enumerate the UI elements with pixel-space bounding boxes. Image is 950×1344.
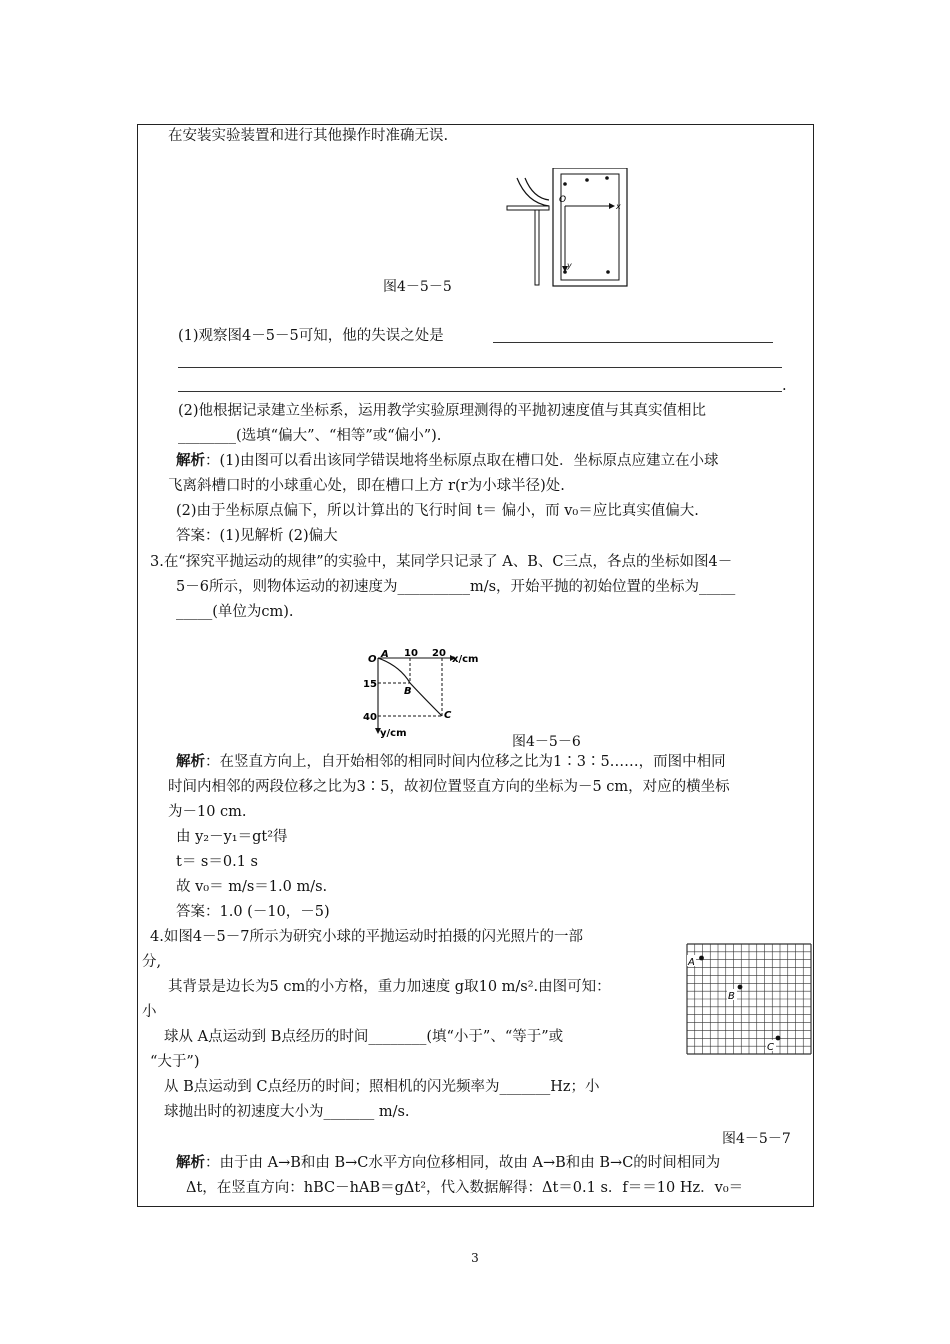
point-c-label: C [767,1042,774,1053]
figure-4-5-6 [360,646,490,738]
y-tick-15: 15 [363,679,377,690]
q1-line: (1)观察图4－5－5可知，他的失误之处是 [178,328,444,344]
solution-3-line6: 故 v₀＝ m/s＝1.0 m/s. [176,879,328,895]
solution-3-line3: 为－10 cm. [168,804,247,820]
point-a-label: A [381,649,389,660]
y-axis-label: y/cm [380,728,407,738]
solution-3-line1: 解析：在竖直方向上，自开始相邻的相同时间内位移之比为1∶3∶5……，而图中相同 [176,753,726,770]
answer-blank [493,342,773,343]
record-dot [606,270,610,274]
problem-4-line5: 球从 A点运动到 B点经历的时间________(填“小于”、“等于”或 [164,1029,564,1045]
x-tick-10: 10 [404,648,418,659]
answer-blank [178,367,782,368]
photo-grid [687,944,811,1054]
x-axis-label: x/cm [452,654,479,665]
solution-3-line2: 时间内相邻的两段位移之比为3∶5，故初位置竖直方向的坐标为－5 cm，对应的横坐标 [168,779,730,795]
figure-4-5-5 [505,168,630,288]
solution-3-line4: 由 y₂－y₁＝gt²得 [176,829,288,845]
origin-label: O [368,654,377,665]
problem-4-line3: 其背景是边长为5 cm的小方格，重力加速度 g取10 m/s².由图可知： [168,979,611,995]
problem-3-line2: 5－6所示，则物体运动的初速度为__________m/s，开始平抛的初始位置的坐标为_____ [176,579,736,595]
caption-4-5-5: 图4－5－5 [383,279,452,295]
problem-4-line8: 球抛出时的初速度大小为_______ m/s. [164,1104,410,1120]
caption-4-5-7: 图4－5－7 [722,1131,791,1147]
q2b-line: ________(选填“偏大”、“相等”或“偏小”). [178,428,442,444]
table-post [535,210,539,285]
point-c-label: C [444,710,452,721]
solution-3-line5: t＝ s＝0.1 s [176,854,258,870]
solution-2-line2: 飞离斜槽口时的小球重心处，即在槽口上方 r(r为小球半径)处. [168,478,565,494]
figure-4-5-7 [686,943,812,1055]
point-c-dot [776,1036,781,1041]
page-number: 3 [471,1251,479,1265]
intro-line: 在安装实验装置和进行其他操作时准确无误. [168,128,449,144]
solution-2-line3: (2)由于坐标原点偏下，所以计算出的飞行时间 t＝ 偏小，而 v₀＝应比真实值偏大. [176,503,699,519]
record-dot [585,178,589,182]
answer-blank [178,391,782,392]
point-b-dot [738,985,743,990]
solution-4-line1: 解析：由于由 A→B和由 B→C水平方向位移相同，故由 A→B和由 B→C的时间相同为 [176,1154,721,1171]
problem-4-line7: 从 B点运动到 C点经历的时间；照相机的闪光频率为_______Hz；小 [164,1079,600,1095]
problem-4-line6: “大于”) [150,1054,200,1070]
answer-3: 答案：1.0 (－10，－5) [176,904,330,920]
caption-4-5-6: 图4－5－6 [512,734,581,750]
record-dot [563,270,567,274]
origin-label: O [559,195,567,205]
period-mark: . [782,378,787,394]
x-tick-20: 20 [432,648,446,659]
solution-4-line2: Δt，在竖直方向：hBC－hAB＝gΔt²，代入数据解得：Δt＝0.1 s．f＝＝10 Hz．v₀＝ [186,1180,744,1196]
point-a-dot [699,956,704,961]
q2-line: (2)他根据记录建立坐标系，运用教学实验原理测得的平抛初速度值与其真实值相比 [178,403,707,419]
problem-4-line2: 分, [142,954,162,970]
problem-3-line1: 3.在“探究平抛运动的规律”的实验中，某同学只记录了 A、B、C三点，各点的坐标如图4－ [150,554,733,570]
point-a-label: A [688,957,695,968]
y-tick-40: 40 [363,712,377,723]
record-dot [605,176,609,180]
problem-3-line3: _____(单位为cm). [176,604,294,620]
point-b-label: B [404,686,412,697]
point-b-label: B [728,991,735,1002]
problem-4-line4: 小 [142,1004,157,1020]
y-label: y [567,261,572,270]
solution-2-line1: 解析：(1)由图可以看出该同学错误地将坐标原点取在槽口处．坐标原点应建立在小球 [176,452,719,469]
record-dot [563,182,567,186]
table-top [507,206,549,210]
problem-4-line1: 4.如图4－5－7所示为研究小球的平抛运动时拍摄的闪光照片的一部 [150,929,584,945]
x-label: x [616,202,621,211]
answer-2: 答案：(1)见解析 (2)偏大 [176,528,338,544]
